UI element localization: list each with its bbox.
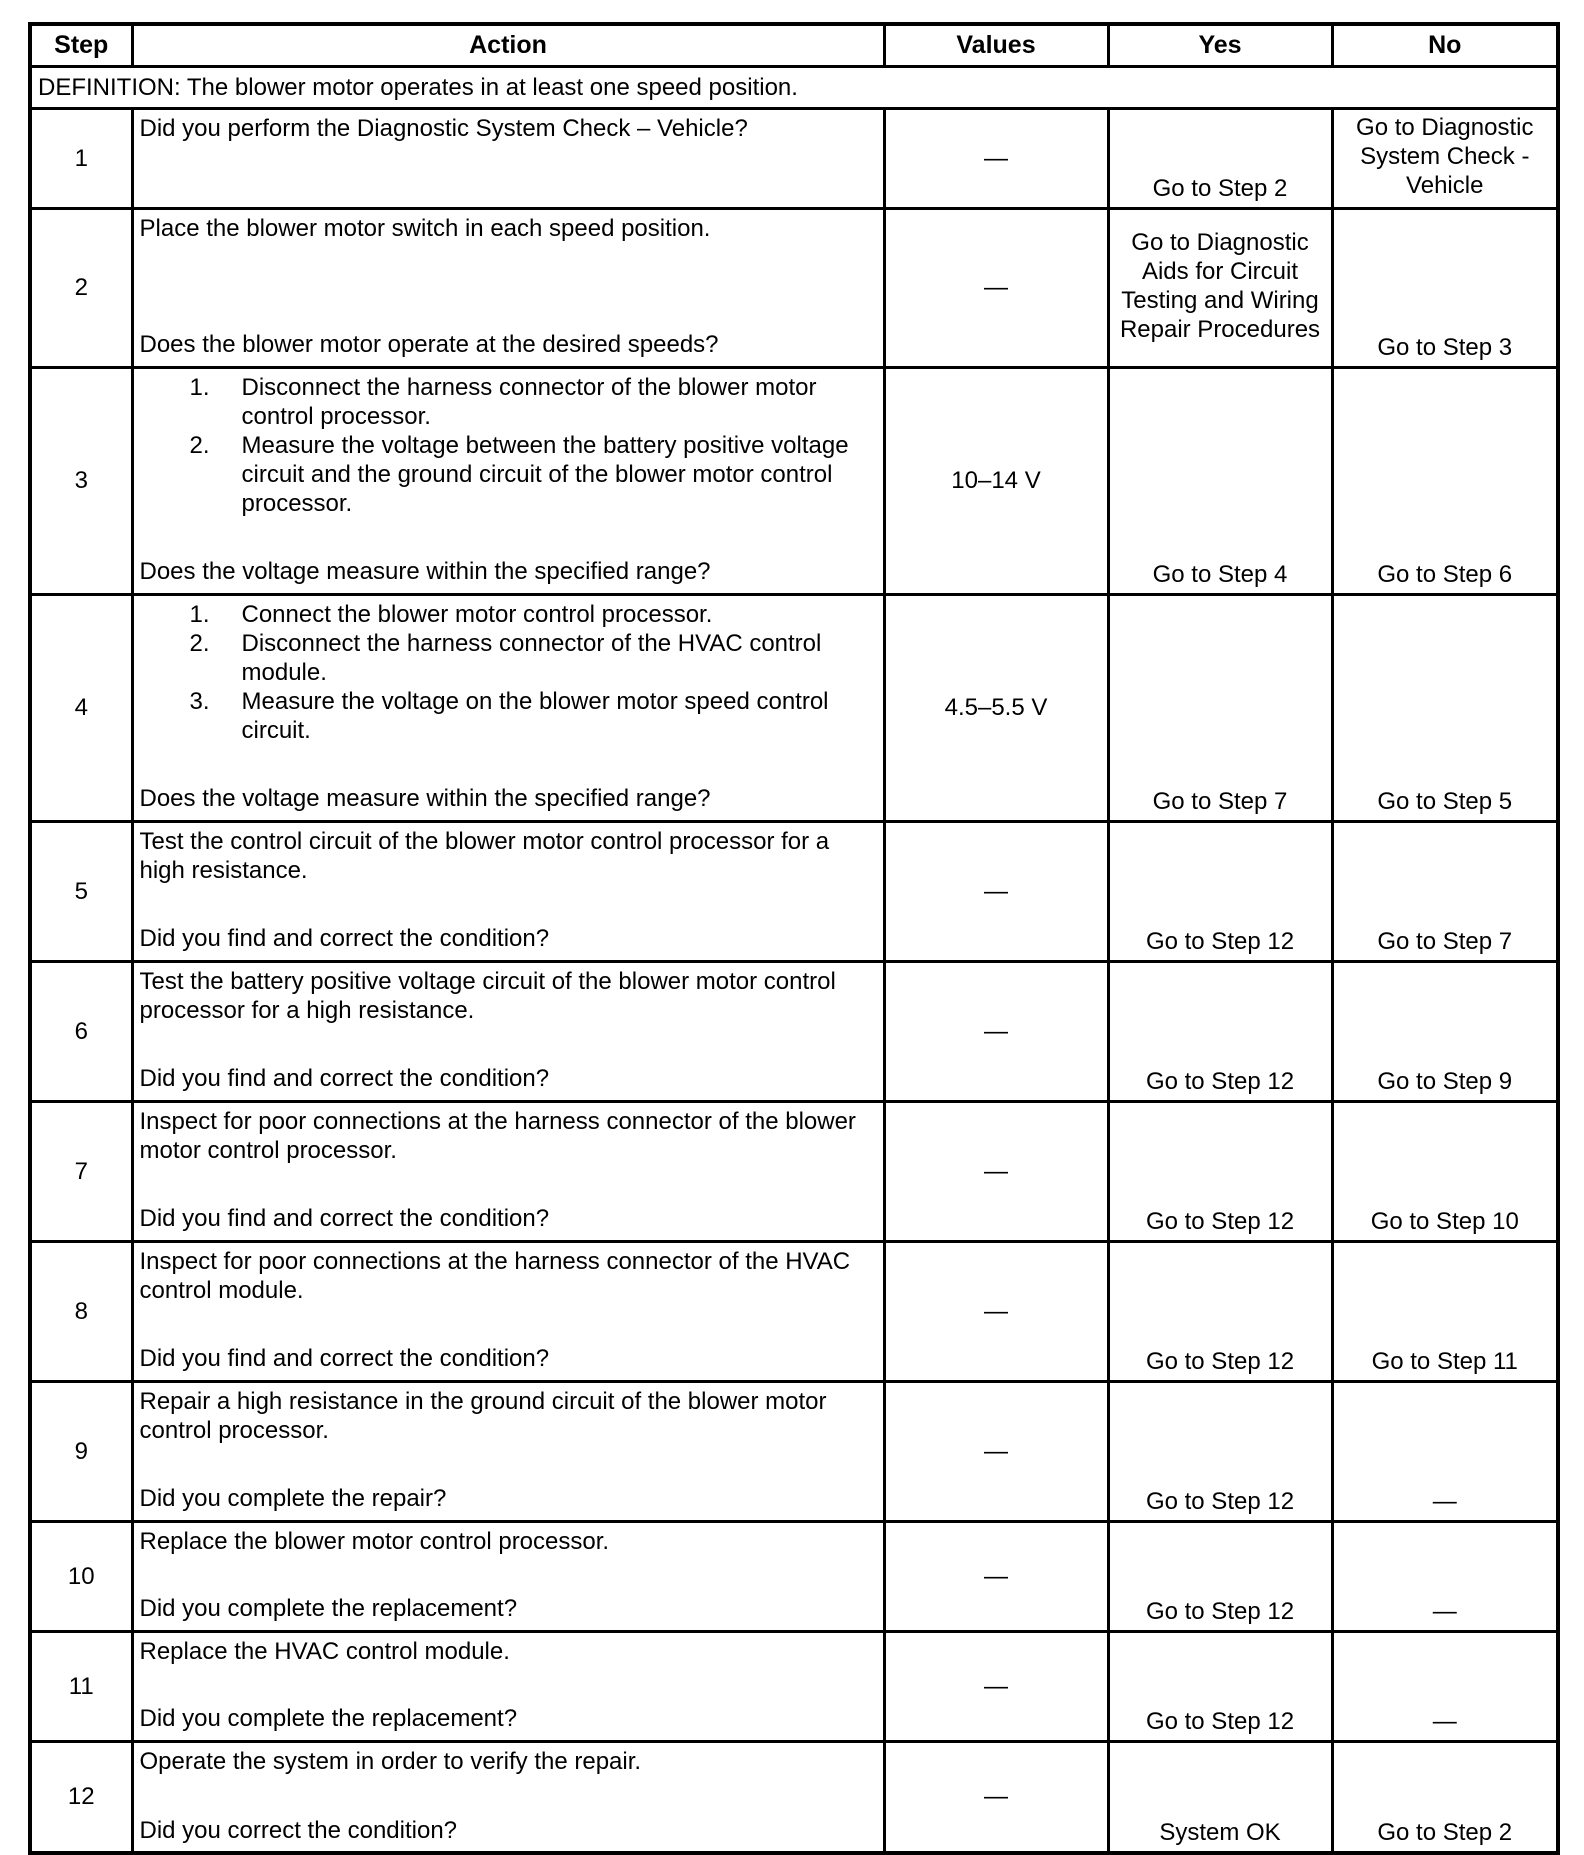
header-yes: Yes	[1108, 24, 1332, 66]
value-cell: 4.5–5.5 V	[884, 594, 1108, 821]
table-row	[30, 594, 1558, 821]
action-question: Does the voltage measure within the specified range?	[139, 784, 711, 812]
action-question: Did you find and correct the condition?	[139, 1204, 550, 1232]
action-text: Place the blower motor switch in each speed position.	[139, 214, 711, 242]
value-cell: —	[884, 108, 1108, 208]
step-number: 9	[30, 1381, 132, 1521]
value-cell: —	[884, 1741, 1108, 1853]
action-text: Operate the system in order to verify the repair.	[139, 1747, 642, 1775]
yes-cell: Go to Step 12	[1108, 1521, 1332, 1631]
step-number: 1	[30, 108, 132, 208]
table-row	[30, 1101, 1558, 1241]
value-cell: —	[884, 1521, 1108, 1631]
step-number: 6	[30, 961, 132, 1101]
action-cell	[132, 367, 884, 594]
action-question: Did you correct the condition?	[139, 1816, 458, 1844]
definition-row	[30, 66, 1558, 108]
table-row	[30, 1741, 1558, 1853]
procedure-step: Measure the voltage on the blower motor speed control circuit.	[241, 687, 829, 744]
table-row	[30, 208, 1558, 367]
header-action: Action	[132, 24, 884, 66]
step-number: 5	[30, 821, 132, 961]
yes-cell: Go to Diagnostic Aids for Circuit Testing and Wiring Repair Procedures	[1108, 208, 1332, 367]
yes-cell: Go to Step 12	[1108, 821, 1332, 961]
action-text: Repair a high resistance in the ground circuit of the blower motor control processor.	[139, 1387, 827, 1444]
table-row	[30, 961, 1558, 1101]
table-row	[30, 1241, 1558, 1381]
yes-cell: Go to Step 7	[1108, 594, 1332, 821]
yes-cell: System OK	[1108, 1741, 1332, 1853]
no-cell: Go to Step 3	[1332, 208, 1558, 367]
step-number: 4	[30, 594, 132, 821]
header-no: No	[1332, 24, 1558, 66]
action-cell	[132, 1241, 884, 1381]
yes-cell: Go to Step 12	[1108, 961, 1332, 1101]
step-number: 12	[30, 1741, 132, 1853]
procedure-step: Disconnect the harness connector of the HVAC control module.	[241, 629, 822, 686]
step-number: 2	[30, 208, 132, 367]
step-number: 10	[30, 1521, 132, 1631]
action-text: Test the control circuit of the blower motor control processor for a high resistance.	[139, 827, 830, 884]
action-question: Did you complete the replacement?	[139, 1704, 518, 1732]
no-cell: Go to Step 7	[1332, 821, 1558, 961]
action-cell	[132, 1381, 884, 1521]
header-row	[30, 24, 1558, 66]
value-cell: —	[884, 1631, 1108, 1741]
value-cell: —	[884, 1381, 1108, 1521]
table-row	[30, 367, 1558, 594]
table-row	[30, 1521, 1558, 1631]
table-row	[30, 1631, 1558, 1741]
no-cell: —	[1332, 1521, 1558, 1631]
value-cell: 10–14 V	[884, 367, 1108, 594]
action-text: Inspect for poor connections at the harness connector of the HVAC control module.	[139, 1247, 851, 1304]
procedure-step: Measure the voltage between the battery positive voltage circuit and the ground circuit of the blower motor control processor.	[241, 431, 849, 517]
action-question: Does the blower motor operate at the desired speeds?	[139, 330, 719, 358]
procedure-list	[140, 600, 875, 745]
action-text: Replace the blower motor control processor.	[139, 1527, 610, 1555]
action-cell	[132, 1521, 884, 1631]
table-row	[30, 1381, 1558, 1521]
header-values: Values	[884, 24, 1108, 66]
procedure-list	[140, 373, 875, 518]
no-cell: Go to Step 10	[1332, 1101, 1558, 1241]
diagnostic-table	[28, 22, 1560, 1855]
value-cell: —	[884, 208, 1108, 367]
no-cell: Go to Step 9	[1332, 961, 1558, 1101]
table-row	[30, 821, 1558, 961]
step-number: 3	[30, 367, 132, 594]
value-cell: —	[884, 1101, 1108, 1241]
procedure-step: Connect the blower motor control processor.	[241, 600, 713, 628]
value-cell: —	[884, 821, 1108, 961]
action-cell	[132, 108, 884, 208]
diagnostic-page	[28, 22, 1556, 1855]
action-question: Did you find and correct the condition?	[139, 1344, 550, 1372]
action-question: Did you complete the replacement?	[139, 1594, 518, 1622]
no-cell: Go to Step 5	[1332, 594, 1558, 821]
yes-cell: Go to Step 12	[1108, 1101, 1332, 1241]
action-cell	[132, 961, 884, 1101]
yes-cell: Go to Step 12	[1108, 1381, 1332, 1521]
definition-text: DEFINITION: The blower motor operates in at least one speed position.	[30, 66, 1558, 108]
action-text: Replace the HVAC control module.	[139, 1637, 510, 1665]
yes-cell: Go to Step 12	[1108, 1631, 1332, 1741]
action-cell	[132, 1741, 884, 1853]
procedure-step: Disconnect the harness connector of the blower motor control processor.	[241, 373, 817, 430]
table-row	[30, 108, 1558, 208]
action-cell	[132, 821, 884, 961]
header-step: Step	[30, 24, 132, 66]
action-question: Did you find and correct the condition?	[139, 1064, 550, 1092]
action-cell	[132, 1101, 884, 1241]
yes-cell: Go to Step 2	[1108, 108, 1332, 208]
action-cell	[132, 1631, 884, 1741]
action-question: Does the voltage measure within the specified range?	[139, 557, 711, 585]
action-text: Did you perform the Diagnostic System Check – Vehicle?	[139, 114, 748, 142]
no-cell: —	[1332, 1381, 1558, 1521]
action-cell	[132, 594, 884, 821]
action-text: Inspect for poor connections at the harness connector of the blower motor control processor.	[139, 1107, 856, 1164]
action-text: Test the battery positive voltage circuit of the blower motor control processor for a high resistance.	[139, 967, 836, 1024]
yes-cell: Go to Step 4	[1108, 367, 1332, 594]
step-number: 11	[30, 1631, 132, 1741]
step-number: 7	[30, 1101, 132, 1241]
value-cell: —	[884, 1241, 1108, 1381]
yes-cell: Go to Step 12	[1108, 1241, 1332, 1381]
value-cell: —	[884, 961, 1108, 1101]
no-cell: —	[1332, 1631, 1558, 1741]
step-number: 8	[30, 1241, 132, 1381]
action-question: Did you find and correct the condition?	[139, 924, 550, 952]
no-cell: Go to Step 11	[1332, 1241, 1558, 1381]
action-question: Did you complete the repair?	[139, 1484, 447, 1512]
action-cell	[132, 208, 884, 367]
no-cell: Go to Step 2	[1332, 1741, 1558, 1853]
no-cell: Go to Step 6	[1332, 367, 1558, 594]
no-cell: Go to Diagnostic System Check - Vehicle	[1332, 108, 1558, 208]
